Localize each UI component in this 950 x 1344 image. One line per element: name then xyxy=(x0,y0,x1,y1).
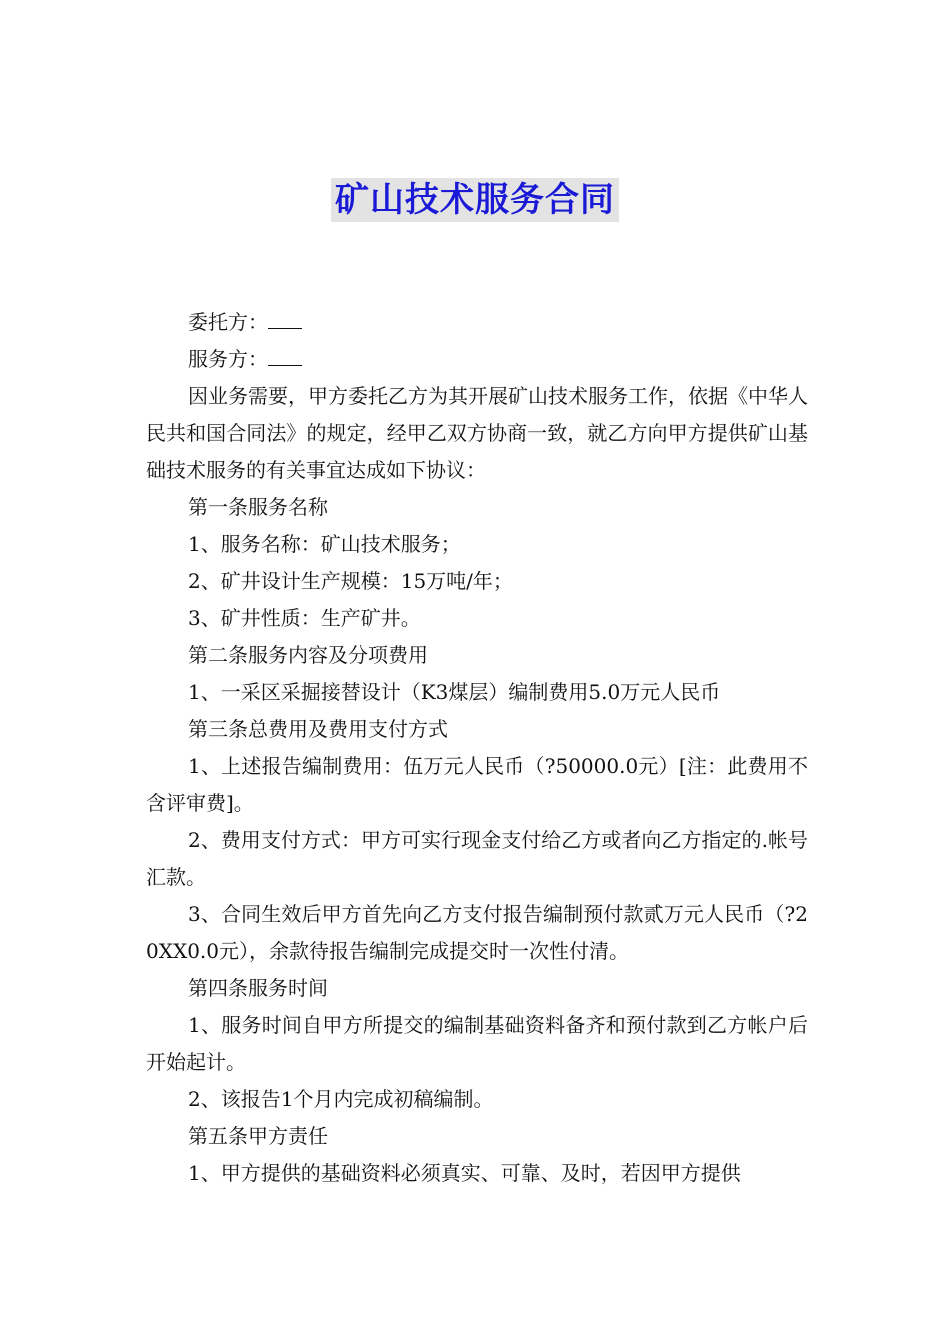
document-body xyxy=(146,304,808,1192)
article-4-item-2: 2、该报告1个月内完成初稿编制。 xyxy=(188,1087,494,1111)
party-b-line xyxy=(146,341,808,378)
article-3-item-3: 3、合同生效后甲方首先向乙方支付报告编制预付款贰万元人民币（?20XX0.0元），余款待报告编制完成提交时一次性付清。 xyxy=(146,902,808,963)
article-1-item-2: 2、矿井设计生产规模：15万吨/年； xyxy=(188,569,513,593)
party-a-label: 委托方： xyxy=(188,310,268,334)
article-3-heading: 第三条总费用及费用支付方式 xyxy=(188,717,448,741)
article-3-item-2: 2、费用支付方式：甲方可实行现金支付给乙方或者向乙方指定的.帐号汇款。 xyxy=(146,828,808,889)
article-2-heading: 第二条服务内容及分项费用 xyxy=(188,643,428,667)
preamble-paragraph: 因业务需要，甲方委托乙方为其开展矿山技术服务工作，依据《中华人民共和国合同法》的规定，经甲乙双方协商一致，就乙方向甲方提供矿山基础技术服务的有关事宜达成如下协议： xyxy=(146,384,808,482)
party-a-blank xyxy=(268,310,302,329)
document-title: 矿山技术服务合同 xyxy=(331,178,619,222)
title-container xyxy=(0,178,950,222)
article-2-item-1: 1、一采区采掘接替设计（K3煤层）编制费用5.0万元人民币 xyxy=(188,680,721,704)
article-3-item-1: 1、上述报告编制费用：伍万元人民币（?50000.0元）[注：此费用不含评审费]。 xyxy=(146,754,808,815)
article-5-heading: 第五条甲方责任 xyxy=(188,1124,328,1148)
party-a-line xyxy=(146,304,808,341)
article-1-item-3: 3、矿井性质：生产矿井。 xyxy=(188,606,421,630)
article-4-heading: 第四条服务时间 xyxy=(188,976,328,1000)
article-5-item-1: 1、甲方提供的基础资料必须真实、可靠、及时，若因甲方提供 xyxy=(188,1161,741,1185)
article-4-item-1: 1、服务时间自甲方所提交的编制基础资料备齐和预付款到乙方帐户后开始起计。 xyxy=(146,1013,808,1074)
party-b-blank xyxy=(268,347,302,366)
article-1-item-1: 1、服务名称：矿山技术服务； xyxy=(188,532,461,556)
article-1-heading: 第一条服务名称 xyxy=(188,495,328,519)
party-b-label: 服务方： xyxy=(188,347,268,371)
